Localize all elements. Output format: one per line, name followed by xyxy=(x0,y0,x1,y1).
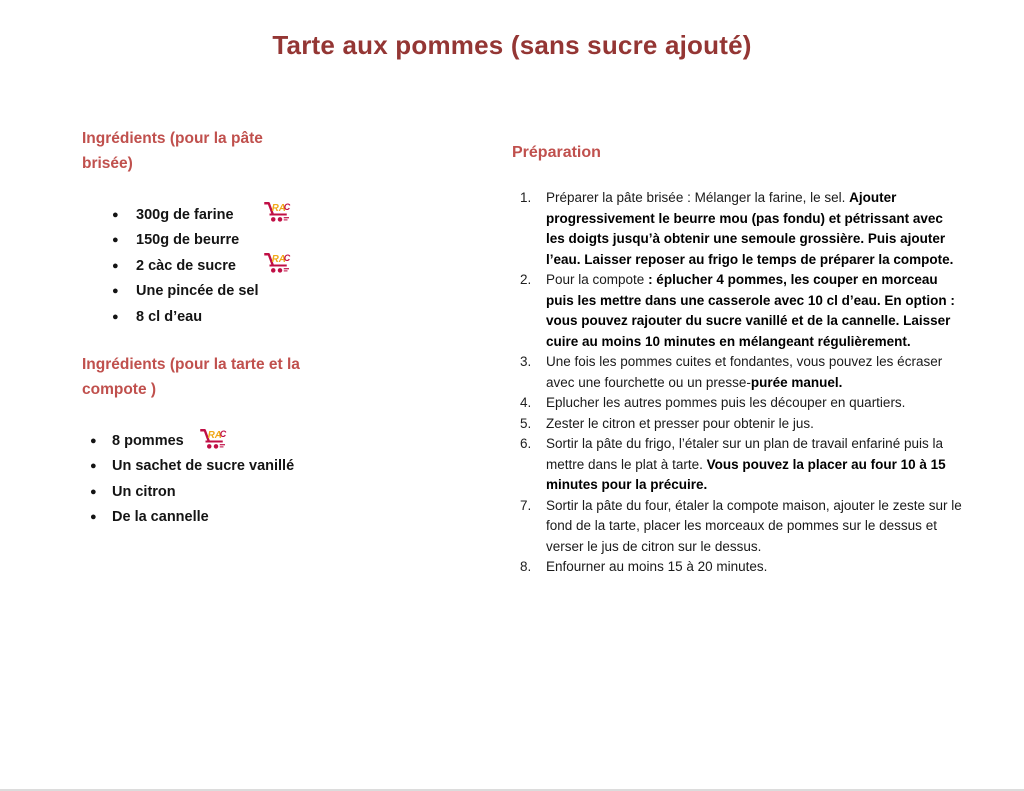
vrac-cart-icon xyxy=(262,200,295,223)
ingredient-tarte-item-label: 8 pommes xyxy=(112,433,184,450)
ingredient-tarte-item xyxy=(88,505,362,530)
preparation-step xyxy=(512,393,964,414)
bullet-icon: ● xyxy=(90,485,97,498)
page-title: Tarte aux pommes (sans sucre ajouté) xyxy=(272,30,752,60)
ingredient-tarte-item xyxy=(88,454,362,479)
bullet-icon: ● xyxy=(112,209,119,221)
bullet-icon: ● xyxy=(112,285,119,298)
preparation-heading: Préparation xyxy=(512,144,601,161)
step-text-bold-segment: Ajouter progressivement le beurre mou (pas fondu) et pétrissant avec les doigts jusqu’à obtenir une semoule grossière. Puis ajouter l’eau. Laisser reposer au frigo le temps de préparer la compote. xyxy=(546,190,954,267)
svg-text:RA: RA xyxy=(271,202,286,214)
bullet-icon: ● xyxy=(90,511,97,524)
ingredient-pate-item-label: 2 càc de sucre xyxy=(136,257,236,274)
ingredient-pate-item-label: 8 cl d’eau xyxy=(136,308,203,325)
ingredients-tarte-heading: Ingrédients (pour la tarte et la compote ) xyxy=(82,356,300,399)
preparation-steps-list xyxy=(512,188,964,578)
step-text xyxy=(546,393,964,414)
step-number: 7. xyxy=(520,497,532,513)
ingredient-pate-item-label: 150g de beurre xyxy=(136,232,240,249)
step-text-segment: Eplucher les autres pommes puis les découper en quartiers. xyxy=(546,395,906,410)
ingredient-pate-item xyxy=(110,203,362,228)
preparation-step xyxy=(512,352,964,393)
ingredient-tarte-item-label: Un sachet de sucre vanillé xyxy=(112,458,295,475)
svg-text:C: C xyxy=(283,252,291,263)
preparation-step xyxy=(512,188,964,270)
step-number: 4. xyxy=(520,395,532,410)
svg-text:RA: RA xyxy=(271,253,286,265)
preparation-column xyxy=(512,144,964,578)
preparation-step xyxy=(512,496,964,558)
ingredient-tarte-item xyxy=(88,429,362,454)
step-text xyxy=(546,352,964,393)
step-text xyxy=(546,414,964,435)
step-text-segment: Préparer la pâte brisée : Mélanger la farine, le sel. xyxy=(546,190,850,205)
ingredients-tarte-list xyxy=(88,429,362,531)
step-text-bold-segment: purée manuel. xyxy=(750,374,843,390)
bullet-icon: ● xyxy=(112,234,119,247)
ingredients-pate-heading: Ingrédients (pour la pâte brisée) xyxy=(82,130,263,172)
ingredient-pate-item xyxy=(110,254,362,279)
ingredients-pate-list xyxy=(110,203,362,330)
step-text xyxy=(546,496,964,558)
step-text-segment: Zester le citron et presser pour obtenir le jus. xyxy=(546,415,814,431)
step-text-segment: Sortir la pâte du frigo, l’étaler sur un plan de travail enfariné puis la mettre dans le plat à tarte. xyxy=(546,436,943,472)
step-number: 3. xyxy=(520,354,532,369)
preparation-step xyxy=(512,434,964,496)
step-number: 5. xyxy=(520,415,532,431)
step-text-segment: Pour la compote xyxy=(546,272,649,287)
step-text-bold-segment: Vous pouvez la placer au four 10 à 15 minutes pour la précuire. xyxy=(546,456,946,492)
preparation-step xyxy=(512,414,964,435)
svg-text:C: C xyxy=(283,202,291,212)
step-text xyxy=(546,188,964,270)
ingredient-tarte-item-label: De la cannelle xyxy=(112,509,209,526)
step-number: 8. xyxy=(520,559,532,574)
ingredient-pate-item-label: 300g de farine xyxy=(136,207,234,223)
preparation-step xyxy=(512,557,964,578)
ingredient-tarte-item xyxy=(88,480,362,505)
step-text xyxy=(546,434,964,496)
step-number: 6. xyxy=(520,436,532,451)
vrac-cart-icon xyxy=(198,427,231,450)
step-text-segment: Sortir la pâte du four, étaler la compote maison, ajouter le zeste sur le fond de la tarte, placer les morceaux de pommes sur le dessus et verser le jus de citron sur le dessus. xyxy=(546,497,962,554)
step-text xyxy=(546,270,964,352)
ingredient-pate-item xyxy=(110,228,362,253)
step-text-segment: Enfourner au moins 15 à 20 minutes. xyxy=(546,559,768,574)
step-number: 1. xyxy=(520,190,532,205)
preparation-step xyxy=(512,270,964,352)
step-text xyxy=(546,557,964,578)
ingredients-column xyxy=(82,126,362,531)
ingredient-tarte-item-label: Un citron xyxy=(112,483,176,500)
ingredient-pate-item-label: Une pincée de sel xyxy=(136,283,259,300)
vrac-cart-icon xyxy=(262,251,295,274)
svg-text:RA: RA xyxy=(207,429,222,441)
step-text-bold-segment: : éplucher 4 pommes, les couper en morceau puis les mettre dans une casserole avec 10 cl d’eau. En option : vous pouvez rajouter du sucre vanillé et de la cannelle. Laisser cuire au moins 10 minutes en mélangeant régulièrement. xyxy=(546,272,955,349)
svg-text:C: C xyxy=(219,428,226,439)
ingredient-pate-item xyxy=(110,305,362,330)
bullet-icon: ● xyxy=(112,310,119,323)
step-number: 2. xyxy=(520,272,532,287)
step-text-segment: Une fois les pommes cuites et fondantes, vous pouvez les écraser avec une fourchette ou un presse- xyxy=(546,354,943,390)
bullet-icon: ● xyxy=(112,259,119,272)
bullet-icon: ● xyxy=(90,435,97,448)
ingredient-pate-item xyxy=(110,279,362,304)
bullet-icon: ● xyxy=(90,460,97,473)
